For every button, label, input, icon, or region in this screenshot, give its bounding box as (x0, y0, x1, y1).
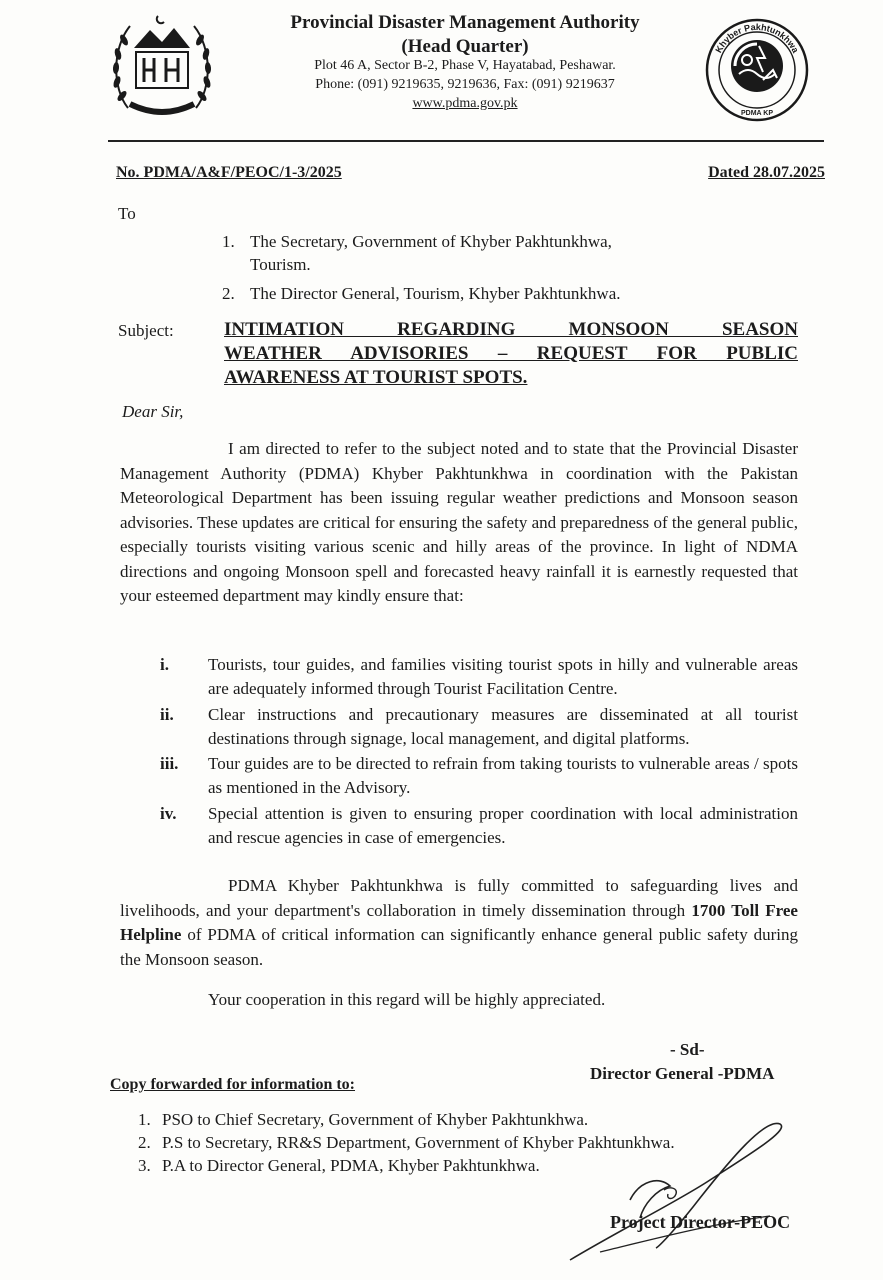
recipient-line: The Director General, Tourism, Khyber Pakhtunkhwa. (250, 284, 621, 303)
salutation: Dear Sir, (122, 402, 184, 421)
list-item-number: iii. (160, 754, 179, 773)
recipient-number: 2. (222, 284, 235, 303)
copy-text: P.S to Secretary, RR&S Department, Government of Khyber Pakhtunkhwa. (162, 1133, 675, 1152)
paragraph-text: of PDMA of critical information can significantly enhance general public safety during the Monsoon season. (120, 925, 798, 969)
signatory-title: Director General -PDMA (590, 1064, 775, 1083)
subject-label: Subject: (118, 321, 174, 340)
list-item (120, 703, 798, 752)
handwritten-signature (560, 1120, 810, 1270)
list-item-text: Special attention is given to ensuring proper coordination with local administration and rescue agencies in case of emergencies. (208, 804, 798, 848)
recipient-number: 1. (222, 232, 235, 251)
body-paragraph-1 (120, 437, 798, 609)
copy-number: 1. (138, 1110, 151, 1129)
list-item (120, 752, 798, 801)
copy-text: P.A to Director General, PDMA, Khyber Pakhtunkhwa. (162, 1156, 540, 1175)
body-paragraph-3 (120, 988, 798, 1013)
office-phone: Phone: (091) 9219635, 9219636, Fax: (091) 9219637 (315, 77, 615, 92)
paragraph-text: Your cooperation in this regard will be highly appreciated. (208, 990, 606, 1009)
website-link[interactable]: www.pdma.gov.pk (412, 96, 518, 111)
recipient-line: Tourism. (250, 255, 311, 274)
seal-top-text: Khyber Pakhtunkhwa (713, 21, 801, 55)
recipient-line: The Secretary, Government of Khyber Pakhtunkhwa, (250, 232, 612, 251)
paragraph-text: I am directed to refer to the subject noted and to state that the Provincial Disaster Management Authority (PDMA) Khyber Pakhtunkhwa in coordination with the Pakistan Meteorological Department has been issuing regular weather predictions and Monsoon season advisories. These updates are critical for ensuring the safety and preparedness of the general public, especially tourists visiting various scenic and hilly areas of the province. In light of NDMA directions and ongoing Monsoon spell and forecasted heavy rainfall it is earnestly requested that your esteemed department may kindly ensure that: (120, 439, 798, 605)
pdma-kp-seal (703, 16, 811, 124)
list-item (120, 653, 798, 702)
recipient-1 (222, 230, 612, 276)
list-item-number: ii. (160, 705, 174, 724)
organization-name: Provincial Disaster Management Authority (290, 12, 640, 33)
list-item-number: iv. (160, 804, 177, 823)
list-item-text: Clear instructions and precautionary measures are disseminated at all tourist destinations through signage, local management, and digital platforms. (208, 705, 798, 749)
subject-line: WEATHER ADVISORIES – REQUEST FOR PUBLIC (224, 343, 798, 364)
copy-forwarded-heading: Copy forwarded for information to: (110, 1076, 356, 1093)
body-paragraph-2 (120, 874, 798, 972)
kp-government-emblem (108, 8, 216, 124)
subject-line: AWARENESS AT TOURIST SPOTS. (224, 367, 528, 388)
seal-bottom-text: PDMA KP (740, 110, 774, 117)
subject-line: INTIMATION REGARDING MONSOON SEASON (224, 319, 798, 340)
signed-mark: - Sd- (670, 1040, 705, 1059)
copy-number: 3. (138, 1156, 151, 1175)
list-item-number: i. (160, 655, 169, 674)
subject-text (224, 318, 798, 390)
office-name: (Head Quarter) (401, 36, 529, 57)
list-item-text: Tourists, tour guides, and families visiting tourist spots in hilly and vulnerable areas are adequately informed through Tourist Facilitation Centre. (208, 655, 798, 699)
helpline-text: 1700 Toll Free Helpline (120, 900, 798, 944)
to-label: To (118, 204, 136, 223)
copy-recipient (138, 1156, 540, 1176)
recipient-2 (222, 282, 621, 305)
paragraph-text: PDMA Khyber Pakhtunkhwa is fully committed to safeguarding lives and livelihoods, and your department's collaboration in timely dissemination through (120, 876, 798, 920)
copy-text: PSO to Chief Secretary, Government of Khyber Pakhtunkhwa. (162, 1110, 589, 1129)
copy-number: 2. (138, 1133, 151, 1152)
reference-number: No. PDMA/A&F/PEOC/1-3/2025 (116, 164, 342, 181)
header-divider (108, 140, 824, 142)
project-director-title: Project Director-PEOC (610, 1212, 791, 1232)
office-address: Plot 46 A, Sector B-2, Phase V, Hayatabad, Peshawar. (314, 58, 616, 73)
copy-recipient (138, 1110, 588, 1130)
list-item (120, 802, 798, 851)
list-item-text: Tour guides are to be directed to refrain from taking tourists to vulnerable areas / spots as mentioned in the Advisory. (208, 754, 798, 798)
letter-date: Dated 28.07.2025 (708, 164, 825, 181)
